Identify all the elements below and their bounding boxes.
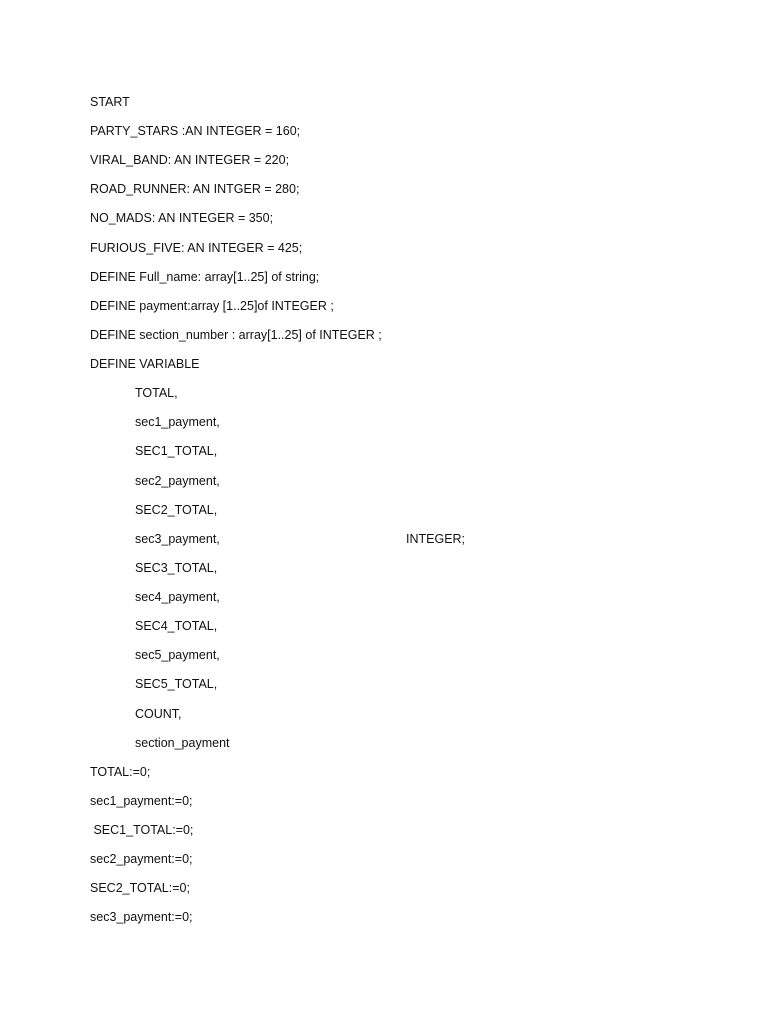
code-line: NO_MADS: AN INTEGER = 350; [90, 211, 274, 225]
variable-item: section_payment [135, 736, 230, 750]
code-line: PARTY_STARS :AN INTEGER = 160; [90, 124, 301, 138]
assignment-line: SEC2_TOTAL:=0; [90, 881, 190, 895]
code-line: START [90, 95, 130, 109]
assignment-line: SEC1_TOTAL:=0; [90, 823, 194, 837]
code-line: DEFINE payment:array [1..25]of INTEGER ; [90, 299, 334, 313]
assignment-line: sec3_payment:=0; [90, 910, 193, 924]
variable-item: SEC5_TOTAL, [135, 677, 218, 691]
variable-item: SEC3_TOTAL, [135, 561, 218, 575]
variable-item: SEC1_TOTAL, [135, 444, 218, 458]
variable-item: sec4_payment, [135, 590, 220, 604]
code-line: ROAD_RUNNER: AN INTGER = 280; [90, 182, 300, 196]
code-line: VIRAL_BAND: AN INTEGER = 220; [90, 153, 290, 167]
variable-item: SEC2_TOTAL, [135, 503, 218, 517]
variable-item: SEC4_TOTAL, [135, 619, 218, 633]
code-line: FURIOUS_FIVE: AN INTEGER = 425; [90, 241, 303, 255]
assignment-line: TOTAL:=0; [90, 765, 151, 779]
variable-type: INTEGER; [406, 532, 466, 546]
variable-item: TOTAL, [135, 386, 178, 400]
code-line: DEFINE Full_name: array[1..25] of string; [90, 270, 320, 284]
variable-item: sec2_payment, [135, 474, 220, 488]
assignment-line: sec1_payment:=0; [90, 794, 193, 808]
variable-item: sec3_payment, [135, 532, 220, 546]
code-line: DEFINE VARIABLE [90, 357, 200, 371]
code-line: DEFINE section_number : array[1..25] of INTEGER ; [90, 328, 382, 342]
assignment-line: sec2_payment:=0; [90, 852, 193, 866]
variable-item: sec5_payment, [135, 648, 220, 662]
variable-item: sec1_payment, [135, 415, 220, 429]
variable-item: COUNT, [135, 707, 182, 721]
